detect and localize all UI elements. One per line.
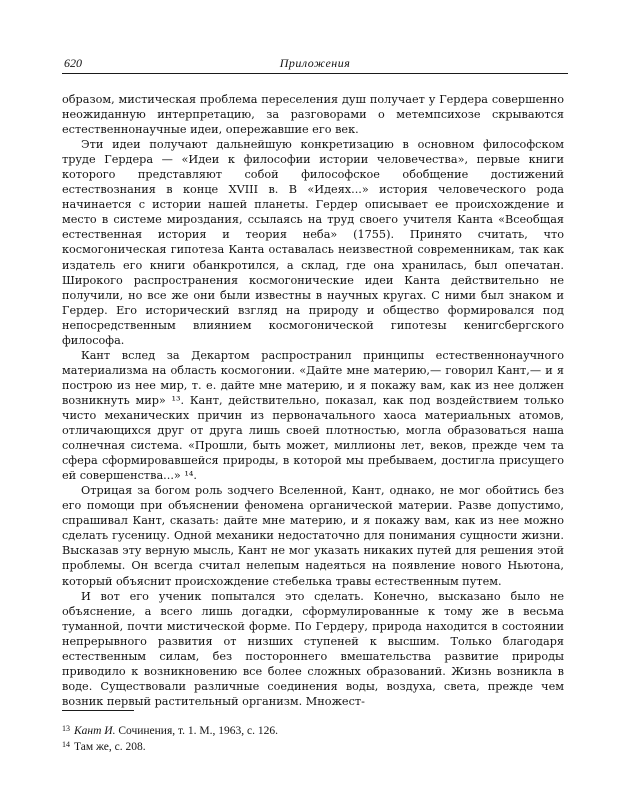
main-text: [62, 92, 564, 709]
footnote-author: Кант И.: [74, 725, 116, 737]
footnote-rule: [62, 710, 134, 711]
footnote-mark: 13: [62, 724, 70, 733]
paragraph: Отрицая за богом роль зодчего Вселенной, Кант, однако, не мог обойтись без его помощи при объяснении феномена органической материи. Разве допустимо, спрашивал Кант, сказать: дайте мне материю, и я покажу вам, как из нее можно сделать гусеницу. Одной механики недостаточно для понимания сущности жизни. Высказав эту верную мысль, Кант не мог указать никаких путей для решения этой проблемы. Он всегда считал нелепым надеяться на появление нового Ньютона, который объяснит происхождение стебелька травы естественным путем.: [62, 484, 564, 588]
paragraph: Кант вслед за Декартом распространил принципы естественнонаучного материализма на область космогонии. «Дайте мне материю,— говорил Кант,— и я построю из нее мир, т. е. дайте мне материю, и я покажу вам, как из нее должен возникнуть мир» ¹³. Кант, действительно, показал, как под воздействием только чисто механических причин из первоначального хаоса материальных атомов, отличающихся друг от друга лишь своей плотностью, могла образоваться наша солнечная система. «Прошли, быть может, миллионы лет, веков, прежде чем та сфера сформировавшейся природы, в которой мы пребываем, достигла присущего ей совершенства...» ¹⁴.: [62, 348, 564, 483]
footnote-text: Там же, с. 208.: [74, 741, 146, 753]
paragraph: Эти идеи получают дальнейшую конкретизацию в основном философском труде Гердера — «Идеи к философии истории человечества», первые книги которого представляют собой философское обобщение достижений естествознания в конце XVIII в. В «Идеях...» история человеческого рода начинается с истории нашей планеты. Гердер описывает ее происхождение и место в системе мироздания, ссылаясь на труд своего учителя Канта «Всеобщая естественная история и теория неба» (1755). Принято считать, что космогоническая гипотеза Канта оставалась неизвестной современникам, так как издатель его книги обанкротился, а склад, где она хранилась, был опечатан. Широкого распространения космогонические идеи Канта действительно не получили, но все же они были известны в научных кругах. С ними был знаком и Гердер. Его исторический взгляд на природу и общество формировался под непосредственным влиянием космогонической гипотезы кенигсбергского философа.: [62, 138, 564, 347]
footnote-text: Сочинения, т. 1. М., 1963, с. 126.: [118, 725, 278, 737]
header-rule: [62, 73, 568, 74]
footnotes: [62, 722, 564, 754]
footnote: [62, 722, 564, 738]
footnote: [62, 738, 564, 754]
running-header: [62, 56, 568, 74]
paragraph: образом, мистическая проблема переселения душ получает у Гердера совершенно неожиданную интерпретацию, за разговорами о метемпсихозе скрываются естественнонаучные идеи, опережавшие его век.: [62, 93, 564, 137]
paragraph: И вот его ученик попытался это сделать. Конечно, высказано было не объяснение, а всего лишь догадки, сформулированные к тому же в весьма туманной, почти мистической форме. По Гердеру, природа находится в состоянии непрерывного развития от низших ступеней к высшим. Только благодаря естественным силам, без постороннего вмешательства развитие природы приводило к возникновению все более сложных образований. Жизнь возникла в воде. Существовали различные соединения воды, воздуха, света, прежде чем возник первый растительный организм. Множест-: [62, 589, 564, 708]
footnote-mark: 14: [62, 740, 70, 749]
running-title: Приложения: [279, 56, 351, 70]
page-number: 620: [64, 56, 82, 70]
